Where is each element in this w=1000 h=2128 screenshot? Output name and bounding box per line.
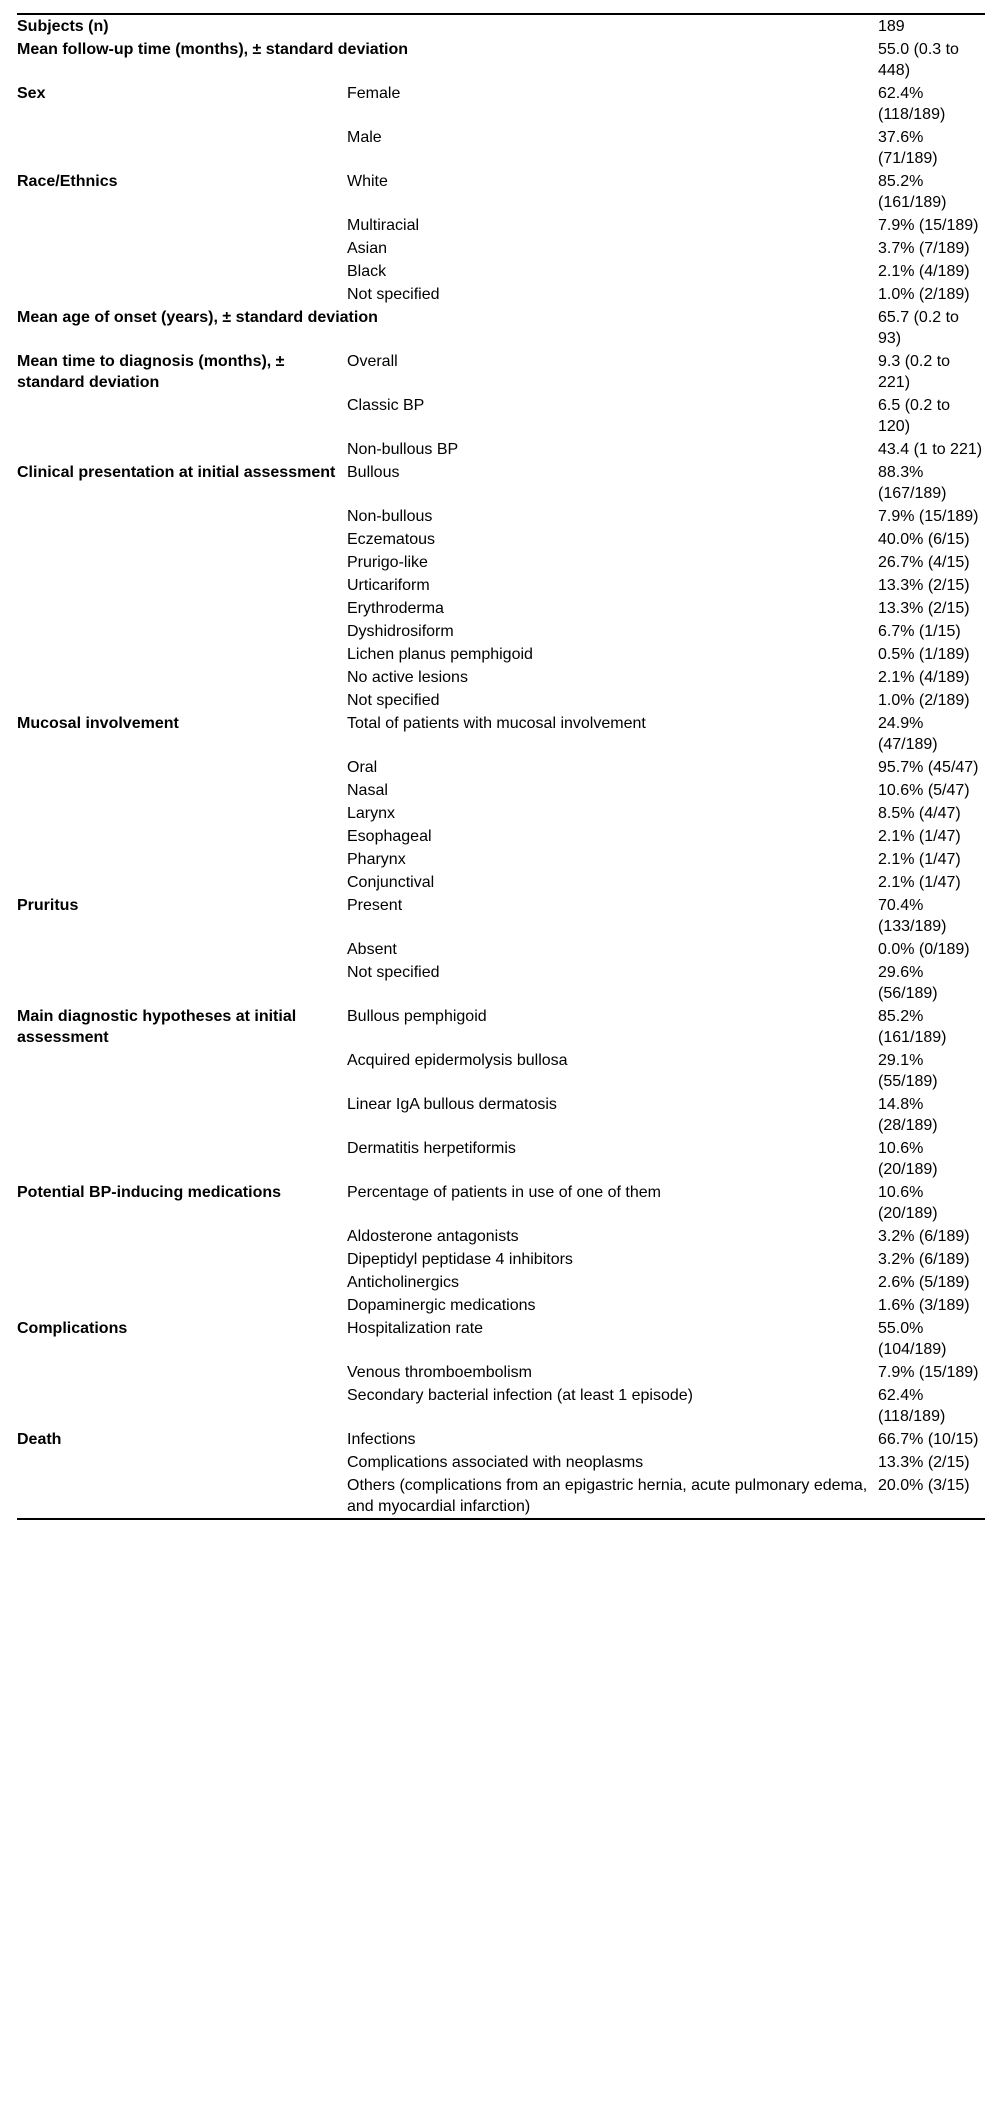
table-row: [17, 894, 985, 938]
category-cell: Race/Ethnics: [17, 173, 118, 190]
value-cell: 29.1% (55/189): [878, 1052, 938, 1090]
subcategory-cell: Lichen planus pemphigoid: [347, 646, 533, 663]
value-cell: 13.3% (2/15): [878, 1454, 970, 1471]
value-cell: 13.3% (2/15): [878, 600, 970, 617]
subcategory-cell: Absent: [347, 941, 397, 958]
value-cell: 2.6% (5/189): [878, 1274, 970, 1291]
category-cell: Complications: [17, 1320, 128, 1337]
value-cell: 7.9% (15/189): [878, 1364, 979, 1381]
subcategory-cell: Secondary bacterial infection (at least 1 episode): [347, 1387, 693, 1404]
table-row: [17, 1317, 985, 1361]
value-cell: 8.5% (4/47): [878, 805, 961, 822]
value-cell: 24.9% (47/189): [878, 715, 938, 753]
category-cell: Potential BP-inducing medications: [17, 1184, 282, 1201]
value-cell: 65.7 (0.2 to 93): [878, 309, 959, 347]
subcategory-cell: Not specified: [347, 964, 440, 981]
value-cell: 6.5 (0.2 to 120): [878, 397, 951, 435]
table-row: [17, 1181, 985, 1225]
subcategory-cell: Others (complications from an epigastric hernia, acute pulmonary edema, and myocardial infarction): [347, 1477, 868, 1515]
value-cell: 40.0% (6/15): [878, 531, 970, 548]
value-cell: 2.1% (4/189): [878, 263, 970, 280]
value-cell: 1.0% (2/189): [878, 286, 970, 303]
subcategory-cell: Dipeptidyl peptidase 4 inhibitors: [347, 1251, 573, 1268]
subcategory-cell: Black: [347, 263, 387, 280]
subcategory-cell: Esophageal: [347, 828, 432, 845]
subcategory-cell: Conjunctival: [347, 874, 435, 891]
subcategory-cell: No active lesions: [347, 669, 468, 686]
table-row: [17, 461, 985, 505]
category-cell: Sex: [17, 85, 46, 102]
subcategory-cell: Pharynx: [347, 851, 406, 868]
subcategory-cell: Male: [347, 129, 382, 146]
value-cell: 2.1% (1/47): [878, 828, 961, 845]
value-cell: 6.7% (1/15): [878, 623, 961, 640]
table-row: [17, 306, 985, 350]
subcategory-cell: Larynx: [347, 805, 396, 822]
subcategory-cell: Dyshidrosiform: [347, 623, 454, 640]
value-cell: 2.1% (1/47): [878, 874, 961, 891]
value-cell: 13.3% (2/15): [878, 577, 970, 594]
value-cell: 1.0% (2/189): [878, 692, 970, 709]
subcategory-cell: Not specified: [347, 286, 440, 303]
category-cell: Mean time to diagnosis (months), ± standard deviation: [17, 353, 285, 391]
value-cell: 26.7% (4/15): [878, 554, 970, 571]
value-cell: 29.6% (56/189): [878, 964, 938, 1002]
category-cell: Death: [17, 1431, 62, 1448]
value-cell: 85.2% (161/189): [878, 1008, 947, 1046]
table-row: [17, 1005, 985, 1049]
subcategory-cell: Percentage of patients in use of one of them: [347, 1184, 661, 1201]
subcategory-cell: Classic BP: [347, 397, 425, 414]
table-row: [17, 170, 985, 214]
value-cell: 85.2% (161/189): [878, 173, 947, 211]
value-cell: 14.8% (28/189): [878, 1096, 938, 1134]
subcategory-cell: Complications associated with neoplasms: [347, 1454, 644, 1471]
value-cell: 7.9% (15/189): [878, 217, 979, 234]
value-cell: 95.7% (45/47): [878, 759, 979, 776]
value-cell: 2.1% (4/189): [878, 669, 970, 686]
category-cell: Pruritus: [17, 897, 79, 914]
value-cell: 3.7% (7/189): [878, 240, 970, 257]
value-cell: 2.1% (1/47): [878, 851, 961, 868]
subcategory-cell: Female: [347, 85, 401, 102]
value-cell: 10.6% (20/189): [878, 1184, 938, 1222]
subcategory-cell: Acquired epidermolysis bullosa: [347, 1052, 568, 1069]
value-cell: 20.0% (3/15): [878, 1477, 970, 1494]
table-row: [17, 712, 985, 756]
value-cell: 1.6% (3/189): [878, 1297, 970, 1314]
category-cell: Mean age of onset (years), ± standard deviation: [17, 309, 378, 326]
value-cell: 66.7% (10/15): [878, 1431, 979, 1448]
subcategory-cell: Eczematous: [347, 531, 436, 548]
subcategory-cell: Hospitalization rate: [347, 1320, 484, 1337]
table-row: [17, 82, 985, 126]
subcategory-cell: Linear IgA bullous dermatosis: [347, 1096, 557, 1113]
value-cell: 70.4% (133/189): [878, 897, 947, 935]
table-row: [17, 350, 985, 394]
value-cell: 62.4% (118/189): [878, 85, 946, 123]
table-row: [17, 14, 985, 38]
subcategory-cell: Prurigo-like: [347, 554, 428, 571]
value-cell: 189: [878, 18, 905, 35]
subcategory-cell: Multiracial: [347, 217, 420, 234]
subcategory-cell: Non-bullous BP: [347, 441, 459, 458]
subcategory-cell: Oral: [347, 759, 378, 776]
subcategory-cell: Nasal: [347, 782, 388, 799]
value-cell: 43.4 (1 to 221): [878, 441, 983, 458]
subcategory-cell: Anticholinergics: [347, 1274, 460, 1291]
value-cell: 10.6% (20/189): [878, 1140, 938, 1178]
table-row: [17, 1428, 985, 1451]
value-cell: 55.0% (104/189): [878, 1320, 947, 1358]
subcategory-cell: Non-bullous: [347, 508, 433, 525]
subcategory-cell: Asian: [347, 240, 388, 257]
subcategory-cell: Present: [347, 897, 403, 914]
value-cell: 55.0 (0.3 to 448): [878, 41, 959, 79]
table-body: [17, 14, 985, 1519]
subcategory-cell: Dermatitis herpetiformis: [347, 1140, 516, 1157]
category-cell: Mean follow-up time (months), ± standard deviation: [17, 41, 409, 58]
category-cell: Clinical presentation at initial assessment: [17, 464, 336, 481]
value-cell: 37.6% (71/189): [878, 129, 938, 167]
subcategory-cell: Venous thromboembolism: [347, 1364, 532, 1381]
value-cell: 88.3% (167/189): [878, 464, 947, 502]
subcategory-cell: Bullous: [347, 464, 400, 481]
category-cell: Mucosal involvement: [17, 715, 179, 732]
subcategory-cell: Urticariform: [347, 577, 430, 594]
value-cell: 0.5% (1/189): [878, 646, 970, 663]
table-row: [17, 38, 985, 82]
subcategory-cell: Overall: [347, 353, 398, 370]
value-cell: 0.0% (0/189): [878, 941, 970, 958]
value-cell: 3.2% (6/189): [878, 1228, 970, 1245]
subcategory-cell: Bullous pemphigoid: [347, 1008, 487, 1025]
subcategory-cell: Dopaminergic medications: [347, 1297, 536, 1314]
subcategory-cell: Infections: [347, 1431, 416, 1448]
value-cell: 3.2% (6/189): [878, 1251, 970, 1268]
value-cell: 7.9% (15/189): [878, 508, 979, 525]
value-cell: 10.6% (5/47): [878, 782, 970, 799]
value-cell: 62.4% (118/189): [878, 1387, 946, 1425]
subcategory-cell: Erythroderma: [347, 600, 444, 617]
value-cell: 9.3 (0.2 to 221): [878, 353, 951, 391]
category-cell: Subjects (n): [17, 18, 109, 35]
subcategory-cell: Aldosterone antagonists: [347, 1228, 519, 1245]
subcategory-cell: Not specified: [347, 692, 440, 709]
subcategory-cell: White: [347, 173, 388, 190]
subcategory-cell: Total of patients with mucosal involvement: [347, 715, 646, 732]
characteristics-table: [17, 13, 985, 1520]
category-cell: Main diagnostic hypotheses at initial assessment: [17, 1008, 297, 1046]
